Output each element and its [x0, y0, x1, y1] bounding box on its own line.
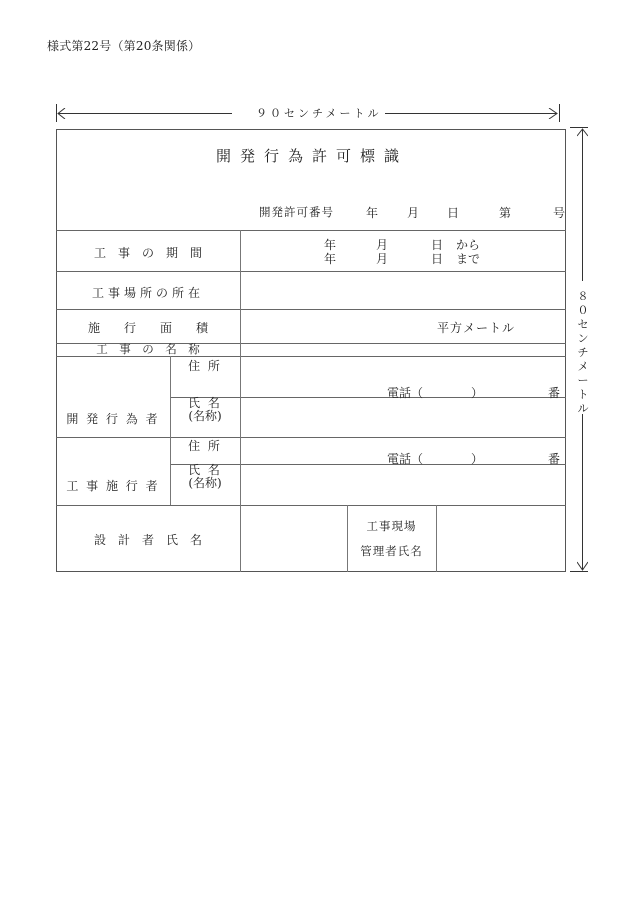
year-label: 年 — [366, 206, 379, 220]
column-divider — [240, 230, 241, 572]
height-dim-label — [576, 290, 590, 416]
height-dim-char: ル — [577, 402, 589, 415]
divider — [56, 505, 566, 506]
contractor-phone-label: 電話（ ） — [387, 452, 484, 466]
end-suffix: まで — [456, 252, 481, 266]
contractor-address-label: 住 所 — [188, 439, 222, 453]
height-dim-char: セ — [577, 318, 589, 331]
designer-label: 設 計 者 氏 名 — [93, 533, 202, 547]
construction-location-label: 工事場所の所在 — [91, 286, 204, 300]
arrow-up-icon — [577, 128, 588, 138]
width-dim-left-line — [58, 113, 232, 114]
height-dim-bottom-line — [582, 414, 583, 570]
end-month: 月 — [376, 252, 389, 266]
height-dim-top-line — [582, 129, 583, 281]
divider — [56, 309, 566, 310]
developer-phone-suffix: 番 — [548, 386, 561, 400]
site-manager-label-1: 工事現場 — [366, 519, 417, 533]
arrow-left-icon — [57, 108, 67, 119]
height-dim-char: ０ — [577, 304, 589, 317]
contractor-phone-suffix: 番 — [548, 452, 561, 466]
arrow-down-icon — [577, 561, 588, 571]
height-dim-bottom-tick — [570, 571, 588, 572]
permit-number-label: 開発許可番号 — [259, 205, 334, 219]
developer-name-alt-label: (名称) — [188, 409, 222, 423]
height-dim-char: チ — [577, 346, 589, 359]
height-dim-char: ン — [577, 332, 589, 345]
width-dim-right-tick — [559, 104, 560, 122]
go-label: 号 — [553, 206, 566, 220]
construction-area-label: 施 行 面 積 — [87, 321, 208, 335]
contractor-name-alt-label: (名称) — [188, 476, 222, 490]
height-dim-char: メ — [577, 360, 589, 373]
site-manager-label-2: 管理者氏名 — [360, 544, 423, 558]
height-dim-char: ８ — [577, 290, 589, 303]
construction-period-label: 工 事 の 期 間 — [93, 246, 202, 260]
sign-title: 開発行為許可標識 — [216, 147, 409, 165]
developer-label: 開 発 行 為 者 — [66, 412, 160, 426]
divider — [56, 356, 566, 357]
divider — [56, 271, 566, 272]
arrow-right-icon — [548, 108, 558, 119]
month-label: 月 — [407, 206, 420, 220]
width-dim-right-line — [385, 113, 557, 114]
start-day: 日 — [431, 238, 444, 252]
construction-name-label: 工 事 の 名 称 — [96, 342, 200, 356]
height-dim-char: ト — [577, 388, 589, 401]
start-year: 年 — [324, 238, 337, 252]
width-dim-label: ９０センチメートル — [256, 107, 382, 120]
end-year: 年 — [324, 252, 337, 266]
dai-label: 第 — [499, 206, 512, 220]
area-unit: 平方メートル — [437, 321, 516, 335]
form-reference: 様式第22号（第20条関係） — [47, 39, 201, 53]
contractor-label: 工 事 施 行 者 — [66, 479, 160, 493]
column-divider — [436, 505, 437, 572]
day-label: 日 — [447, 206, 460, 220]
height-dim-char: ー — [577, 374, 589, 387]
start-month: 月 — [376, 238, 389, 252]
start-suffix: から — [456, 238, 481, 252]
end-day: 日 — [431, 252, 444, 266]
column-divider — [347, 505, 348, 572]
divider — [56, 437, 566, 438]
developer-phone-label: 電話（ ） — [387, 386, 484, 400]
developer-address-label: 住 所 — [188, 359, 222, 373]
contractor-name-label: 氏 名 — [188, 463, 222, 477]
divider — [56, 230, 566, 231]
developer-name-label: 氏 名 — [188, 396, 222, 410]
